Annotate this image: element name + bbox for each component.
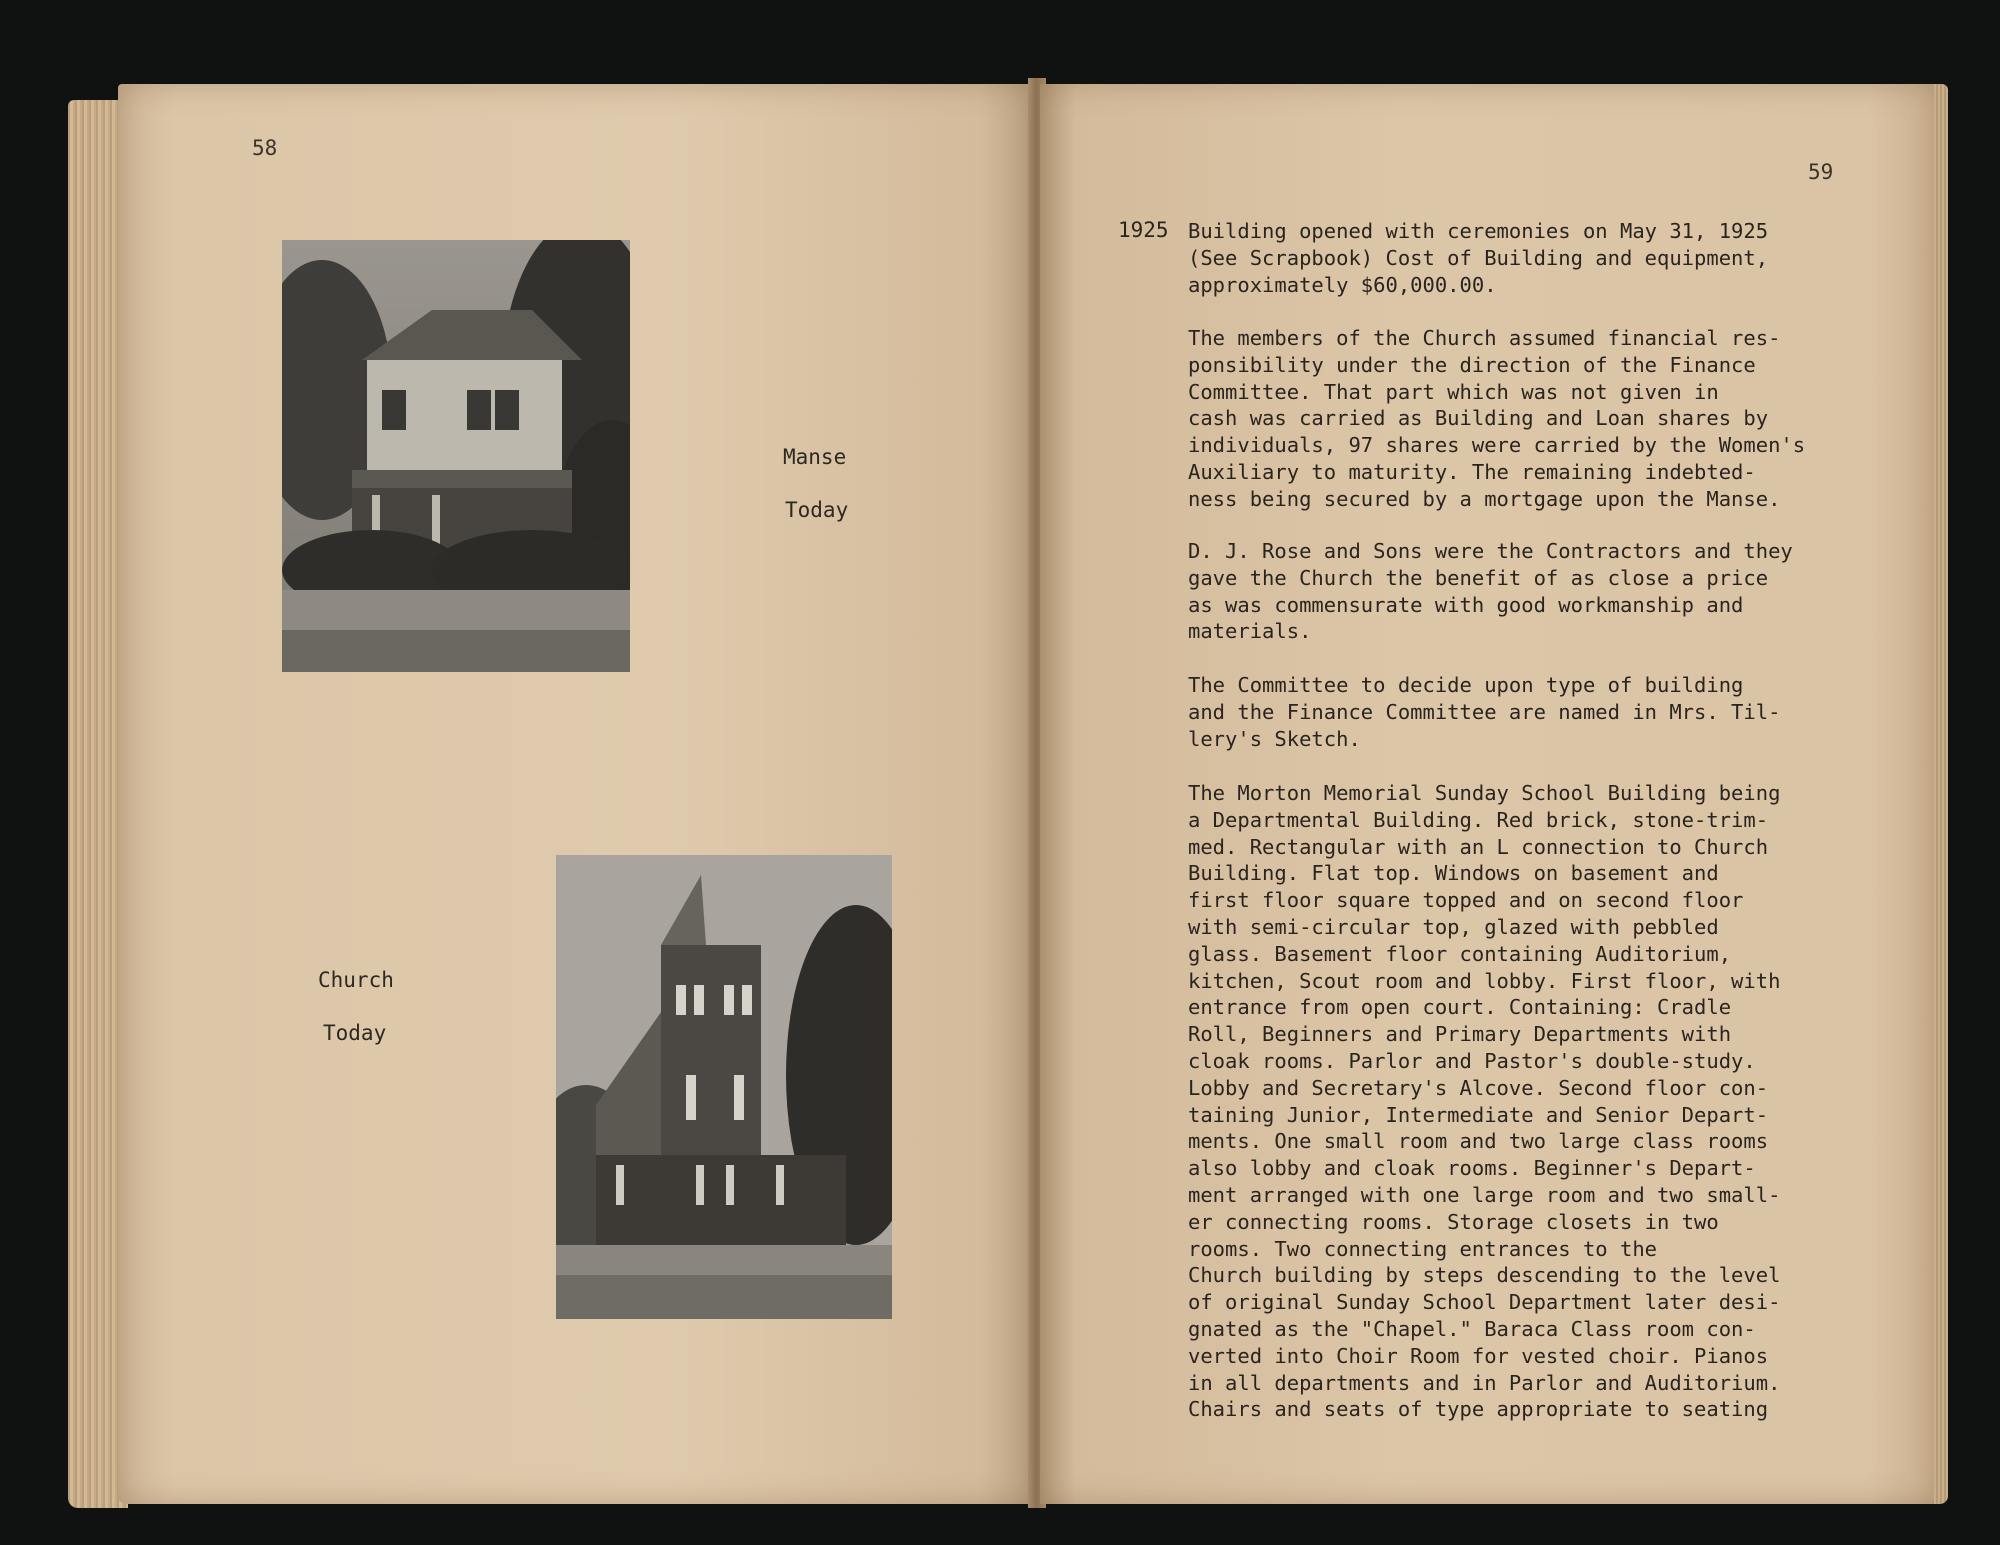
church-photo [556, 855, 892, 1319]
paragraph-contractors [1188, 538, 1838, 645]
text-line: Building. Flat top. Windows on basement and [1188, 861, 1719, 886]
text-line: approximately $60,000.00. [1188, 272, 1497, 297]
year-label: 1925 [1118, 218, 1169, 242]
text-line: Chairs and seats of type appropriate to seating [1188, 1397, 1769, 1422]
text-line: The members of the Church assumed financial res- [1188, 326, 1781, 350]
text-line: taining Junior, Intermediate and Senior Depart- [1188, 1102, 1769, 1127]
paragraph-opening [1188, 218, 1838, 298]
text-line: ponsibility under the direction of the Finance [1188, 352, 1756, 377]
text-line: ness being secured by a mortgage upon the Manse. [1188, 486, 1781, 511]
text-line: a Departmental Building. Red brick, stone-trim- [1188, 807, 1769, 832]
text-line: gnated as the "Chapel." Baraca Class room con- [1188, 1316, 1756, 1341]
paragraph-committee [1188, 672, 1838, 752]
text-line: D. J. Rose and Sons were the Contractors and they [1188, 539, 1793, 563]
text-line: glass. Basement floor containing Auditorium, [1188, 941, 1732, 966]
text-line: with semi-circular top, glazed with pebbled [1188, 914, 1719, 939]
text-line: Building opened with ceremonies on May 31, 1925 [1188, 219, 1769, 243]
text-line: Church building by steps descending to the level [1188, 1263, 1781, 1288]
text-line: cash was carried as Building and Loan shares by [1188, 406, 1769, 431]
text-line: cloak rooms. Parlor and Pastor's double-study. [1188, 1048, 1756, 1073]
church-caption-line-1: Church [318, 968, 394, 992]
text-line: er connecting rooms. Storage closets in two [1188, 1209, 1719, 1234]
right-page-edges [1934, 84, 1948, 1504]
text-line: Auxiliary to maturity. The remaining indebted- [1188, 459, 1756, 484]
manse-photo [282, 240, 630, 672]
text-line: in all departments and in Parlor and Auditorium. [1188, 1370, 1781, 1395]
text-line: entrance from open court. Containing: Cradle [1188, 995, 1732, 1020]
text-line: also lobby and cloak rooms. Beginner's Depart- [1188, 1156, 1756, 1181]
manse-caption-line-2: Today [785, 498, 849, 522]
text-line: verted into Choir Room for vested choir. Pianos [1188, 1343, 1769, 1368]
text-line: as was commensurate with good workmanship and [1188, 592, 1744, 617]
manse-caption-line-1: Manse [783, 445, 847, 469]
text-line: of original Sunday School Department later desi- [1188, 1290, 1781, 1315]
manse-house-image [282, 240, 630, 672]
text-line: Roll, Beginners and Primary Departments with [1188, 1022, 1732, 1047]
paragraph-building-description [1188, 780, 1838, 1423]
text-line: lery's Sketch. [1188, 726, 1361, 751]
text-line: Committee. That part which was not given in [1188, 379, 1719, 404]
text-line: and the Finance Committee are named in Mrs. Til- [1188, 699, 1781, 724]
text-line: materials. [1188, 619, 1312, 644]
text-line: gave the Church the benefit of as close a price [1188, 565, 1769, 590]
text-line: rooms. Two connecting entrances to the [1188, 1236, 1657, 1261]
text-line: med. Rectangular with an L connection to Church [1188, 834, 1769, 859]
church-building-image [556, 855, 892, 1319]
text-line: ment arranged with one large room and two small- [1188, 1182, 1781, 1207]
church-caption-line-2: Today [323, 1021, 387, 1045]
text-line: first floor square topped and on second floor [1188, 888, 1744, 913]
right-page-number: 59 [1808, 160, 1834, 184]
text-line: Lobby and Secretary's Alcove. Second floor con- [1188, 1075, 1769, 1100]
paragraph-finance [1188, 325, 1838, 513]
text-line: individuals, 97 shares were carried by the Women's [1188, 433, 1806, 458]
text-line: ments. One small room and two large class rooms [1188, 1129, 1769, 1154]
left-page-number: 58 [252, 136, 278, 160]
text-line: The Morton Memorial Sunday School Building being [1188, 781, 1781, 805]
text-line: kitchen, Scout room and lobby. First floor, with [1188, 968, 1781, 993]
text-line: The Committee to decide upon type of building [1188, 673, 1744, 697]
text-line: (See Scrapbook) Cost of Building and equipment, [1188, 245, 1769, 270]
